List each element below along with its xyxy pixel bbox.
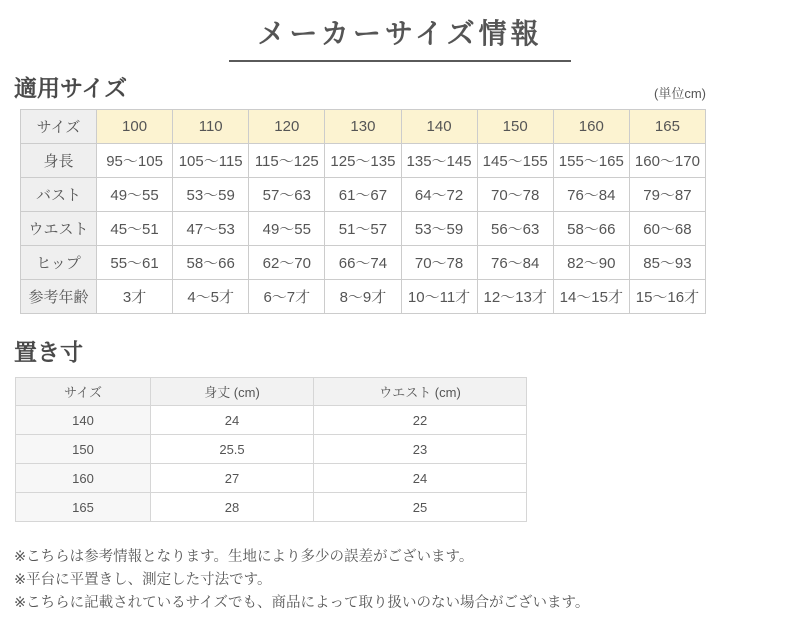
flat-measurements-table-body (16, 378, 527, 522)
flat-measurement-cell: 24 (314, 464, 527, 493)
measurement-cell: 15～16才 (629, 280, 705, 314)
measurement-cell: 14～15才 (553, 280, 629, 314)
applicable-sizes-table (20, 109, 706, 314)
measurement-cell: 60～68 (629, 212, 705, 246)
measurement-cell: 125～135 (325, 144, 401, 178)
size-header-cell: 160 (553, 110, 629, 144)
flat-header-cell: サイズ (16, 378, 151, 406)
measurement-cell: 145～155 (477, 144, 553, 178)
measurement-cell: 12～13才 (477, 280, 553, 314)
row-label: バスト (21, 178, 97, 212)
flat-measurement-cell: 140 (16, 406, 151, 435)
measurement-cell: 45～51 (97, 212, 173, 246)
flat-measurement-cell: 25.5 (151, 435, 314, 464)
page-title-container (0, 10, 800, 62)
measurement-cell: 4～5才 (173, 280, 249, 314)
measurement-cell: 135～145 (401, 144, 477, 178)
flat-measurement-row (16, 435, 527, 464)
unit-note: (単位cm) (654, 86, 706, 101)
measurement-cell: 57～63 (249, 178, 325, 212)
measurement-row (21, 246, 706, 280)
measurement-cell: 62～70 (249, 246, 325, 280)
size-header-cell: 140 (401, 110, 477, 144)
applicable-sizes-heading: 適用サイズ (14, 75, 128, 101)
measurement-row (21, 212, 706, 246)
measurement-cell: 47～53 (173, 212, 249, 246)
size-header-cell: 100 (97, 110, 173, 144)
measurement-cell: 64～72 (401, 178, 477, 212)
row-label: 身長 (21, 144, 97, 178)
flat-header-row (16, 378, 527, 406)
measurement-cell: 49～55 (97, 178, 173, 212)
measurement-cell: 10～11才 (401, 280, 477, 314)
size-header-label: サイズ (21, 110, 97, 144)
flat-measurement-cell: 23 (314, 435, 527, 464)
measurement-cell: 160～170 (629, 144, 705, 178)
size-header-cell: 130 (325, 110, 401, 144)
measurement-cell: 155～165 (553, 144, 629, 178)
flat-header-cell: ウエスト (cm) (314, 378, 527, 406)
footnote-line: ※こちらに記載されているサイズでも、商品によって取り扱いのない場合がございます。 (14, 595, 590, 611)
measurement-cell: 70～78 (401, 246, 477, 280)
footnote-line: ※こちらは参考情報となります。生地により多少の誤差がございます。 (14, 549, 474, 565)
flat-measurement-cell: 22 (314, 406, 527, 435)
row-label: ウエスト (21, 212, 97, 246)
flat-measurements-header (14, 334, 800, 367)
flat-measurement-cell: 27 (151, 464, 314, 493)
measurement-cell: 105～115 (173, 144, 249, 178)
flat-measurement-cell: 160 (16, 464, 151, 493)
measurement-cell: 56～63 (477, 212, 553, 246)
size-info-page (0, 10, 800, 621)
measurement-cell: 53～59 (173, 178, 249, 212)
flat-measurement-row (16, 493, 527, 522)
row-label: 参考年齢 (21, 280, 97, 314)
measurement-cell: 53～59 (401, 212, 477, 246)
measurement-row (21, 144, 706, 178)
measurement-cell: 66～74 (325, 246, 401, 280)
flat-measurement-row (16, 464, 527, 493)
flat-measurement-cell: 24 (151, 406, 314, 435)
flat-measurements-heading: 置き寸 (14, 339, 83, 365)
page-title: メーカーサイズ情報 (229, 10, 570, 62)
measurement-cell: 6～7才 (249, 280, 325, 314)
footnotes (14, 546, 786, 615)
measurement-cell: 70～78 (477, 178, 553, 212)
size-header-cell: 110 (173, 110, 249, 144)
measurement-cell: 49～55 (249, 212, 325, 246)
measurement-cell: 58～66 (553, 212, 629, 246)
measurement-row (21, 178, 706, 212)
applicable-sizes-table-body (21, 110, 706, 314)
measurement-cell: 76～84 (553, 178, 629, 212)
measurement-cell: 61～67 (325, 178, 401, 212)
measurement-cell: 58～66 (173, 246, 249, 280)
measurement-cell: 3才 (97, 280, 173, 314)
flat-measurement-row (16, 406, 527, 435)
measurement-cell: 79～87 (629, 178, 705, 212)
flat-measurement-cell: 25 (314, 493, 527, 522)
measurement-cell: 82～90 (553, 246, 629, 280)
flat-header-cell: 身丈 (cm) (151, 378, 314, 406)
measurement-cell: 76～84 (477, 246, 553, 280)
size-header-cell: 150 (477, 110, 553, 144)
applicable-sizes-header (14, 70, 706, 103)
measurement-row (21, 280, 706, 314)
flat-measurement-cell: 28 (151, 493, 314, 522)
size-header-cell: 120 (249, 110, 325, 144)
size-header-row (21, 110, 706, 144)
size-header-cell: 165 (629, 110, 705, 144)
measurement-cell: 95～105 (97, 144, 173, 178)
measurement-cell: 85～93 (629, 246, 705, 280)
measurement-cell: 8～9才 (325, 280, 401, 314)
flat-measurements-table (15, 377, 527, 522)
footnote-line: ※平台に平置きし、測定した寸法です。 (14, 572, 272, 588)
flat-measurement-cell: 165 (16, 493, 151, 522)
measurement-cell: 55～61 (97, 246, 173, 280)
measurement-cell: 115～125 (249, 144, 325, 178)
measurement-cell: 51～57 (325, 212, 401, 246)
row-label: ヒップ (21, 246, 97, 280)
flat-measurement-cell: 150 (16, 435, 151, 464)
